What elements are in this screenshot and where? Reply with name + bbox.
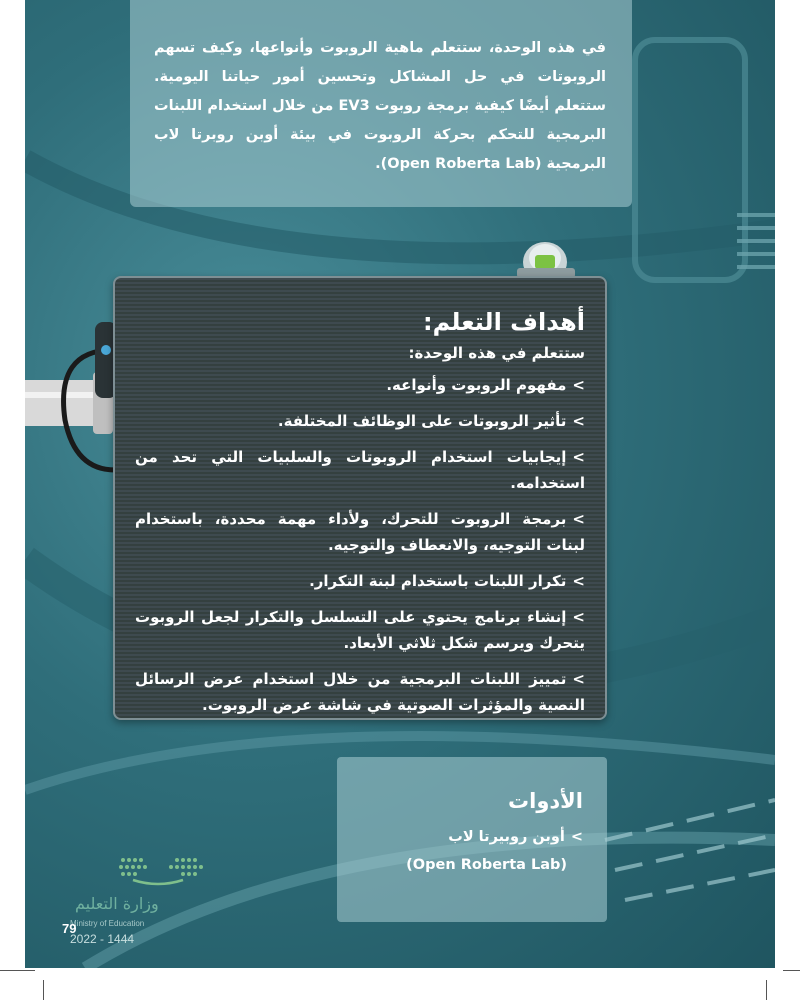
crop-mark [43, 980, 44, 1000]
tools-box [337, 757, 607, 922]
learning-goals-panel [113, 276, 607, 720]
crop-mark [783, 970, 800, 971]
bullet-arrow-icon: > [572, 412, 585, 430]
ministry-name-english: Ministry of Education [70, 919, 145, 928]
bullet-arrow-icon: > [570, 829, 583, 845]
goals-title: أهداف التعلم: [423, 308, 585, 336]
goal-item: >تأثير الروبوتات على الوظائف المختلفة. [135, 408, 585, 434]
bullet-arrow-icon: > [572, 448, 585, 466]
goal-item: >برمجة الروبوت للتحرك، ولأداء مهمة محددة، باستخدام لبنات التوجيه، والانعطاف والتوجيه. [135, 506, 585, 558]
goal-item: >مفهوم الروبوت وأنواعه. [135, 372, 585, 398]
tool-item: >أوبن روبيرتا لاب [357, 823, 583, 851]
goal-item: >إنشاء برنامج يحتوي على التسلسل والتكرار لجعل الروبوت يتحرك ويرسم شكل ثلاثي الأبعاد. [135, 604, 585, 656]
crop-mark [766, 980, 767, 1000]
ministry-name-arabic: وزارة التعليم [75, 894, 159, 913]
ministry-logo-icon [113, 852, 203, 888]
intro-box [130, 0, 632, 207]
goals-subtitle: ستتعلم في هذه الوحدة: [408, 344, 585, 362]
goal-item: >تكرار اللبنات باستخدام لبنة التكرار. [135, 568, 585, 594]
tools-title: الأدوات [508, 789, 583, 813]
bullet-arrow-icon: > [572, 510, 585, 528]
page [25, 0, 775, 968]
bullet-arrow-icon: > [572, 608, 585, 626]
bullet-arrow-icon: > [572, 670, 585, 688]
tool-item-english: (Open Roberta Lab) [406, 857, 567, 873]
edition-year: 2022 - 1444 [70, 932, 135, 946]
goal-item: >تمييز اللبنات البرمجية من خلال استخدام عرض الرسائل النصية والمؤثرات الصوتية في شاشة عرض الروبوت. [135, 666, 585, 718]
intro-text: في هذه الوحدة، ستتعلم ماهية الروبوت وأنواعها، وكيف تسهم الروبوتات في حل المشاكل وتحسين أمور حياتنا اليومية. ستتعلم أيضًا كيفية برمجة روبوت EV3 من خلال استخدام اللبنات البرمجية للتحكم بحركة الروبوت في بيئة أوبن روبرتا لاب البرمجية (Open Roberta Lab). [154, 40, 606, 172]
bullet-arrow-icon: > [572, 376, 585, 394]
goals-list [135, 372, 585, 718]
crop-mark [0, 970, 35, 971]
page-number: 79 [62, 921, 77, 936]
goal-item: >إيجابيات استخدام الروبوتات والسلبيات التي تحد من استخدامه. [135, 444, 585, 496]
bullet-arrow-icon: > [572, 572, 585, 590]
